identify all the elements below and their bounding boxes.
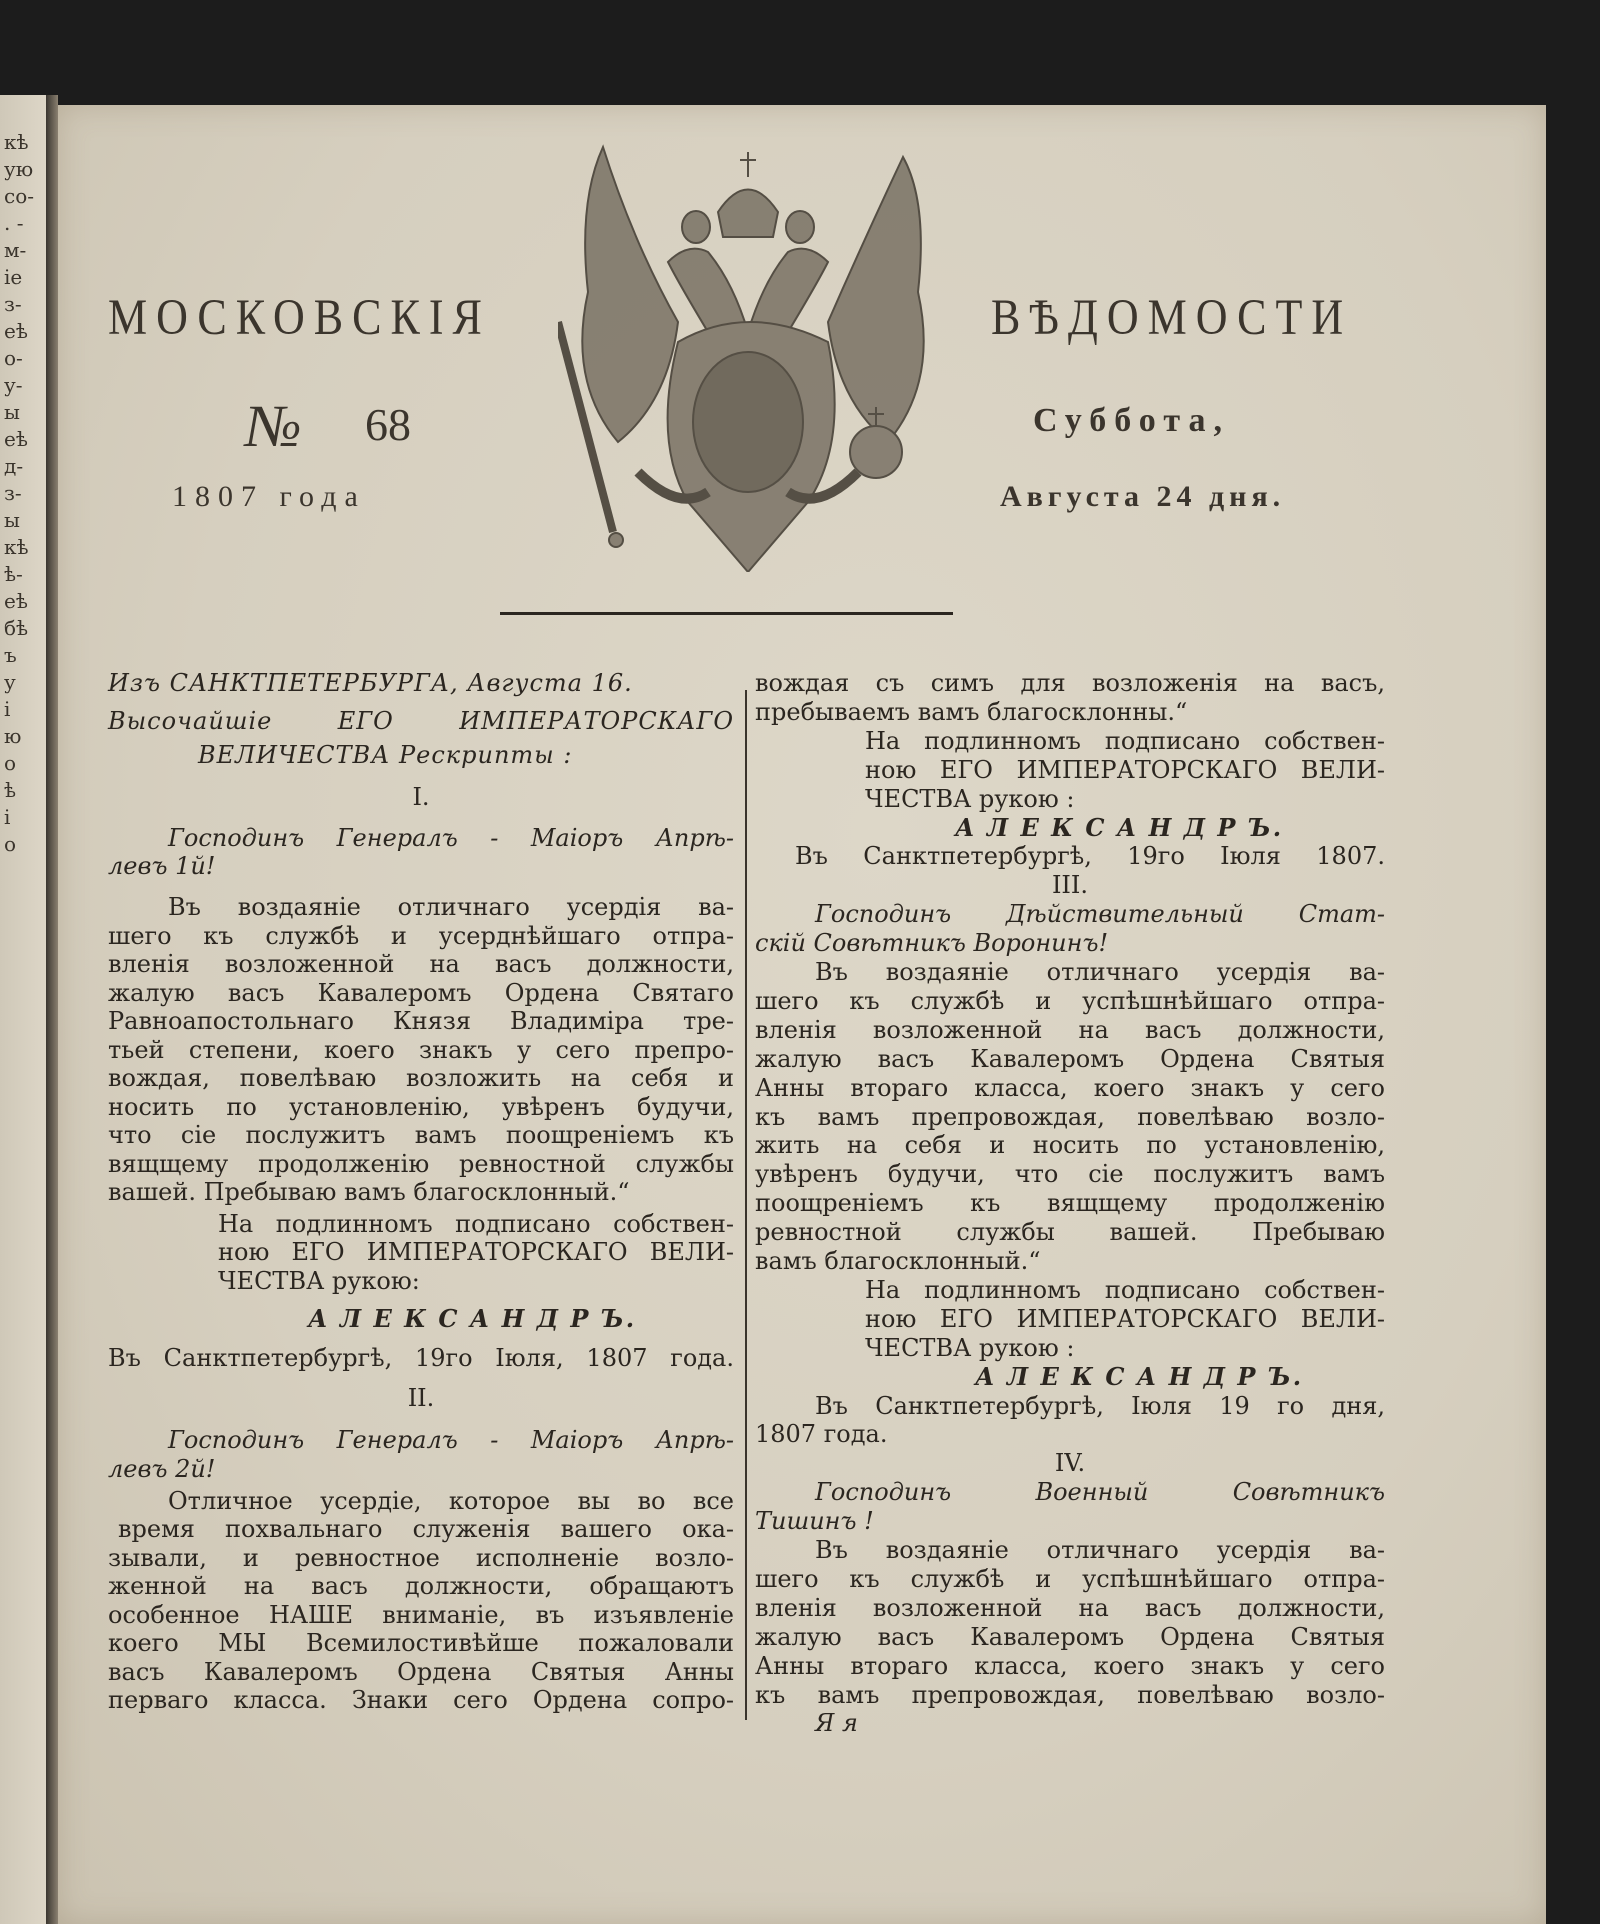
text-line: къ вамъ препровождая, повелѣваю возло- — [755, 1680, 1385, 1709]
text-line: А Л Е К С А Н Д Р Ъ. — [308, 1304, 637, 1333]
previous-page-fragment: ю — [4, 724, 22, 748]
issue-weekday: Суббота, — [1033, 402, 1230, 439]
text-line: вождая, повелѣваю возложить на себя и — [108, 1064, 734, 1092]
previous-page-fragment: кѣ — [4, 130, 29, 154]
text-line: Въ воздаяніе отличнаго усердія ва- — [815, 1536, 1385, 1564]
text-line: ною ЕГО ИМПЕРАТОРСКАГО ВЕЛИ- — [865, 1304, 1385, 1333]
text-line: перваго класса. Знаки сего Ордена сопро- — [108, 1686, 734, 1714]
masthead-title-right: ВѢДОМОСТИ — [991, 289, 1353, 346]
text-line: коего МЫ Всемилостивѣйше пожаловали — [108, 1629, 734, 1657]
text-line: II. — [407, 1384, 435, 1412]
text-line: Отличное усердіе, которое вы во все — [168, 1487, 734, 1515]
text-line: ЧЕСТВА рукою: — [218, 1267, 420, 1295]
text-line: Въ воздаяніе отличнаго усердія ва- — [168, 893, 734, 921]
text-line: Тишинъ ! — [755, 1507, 874, 1536]
text-line: пребываемъ вамъ благосклонны.“ — [755, 697, 1188, 726]
text-line: васъ Кавалеромъ Ордена Святыя Анны — [108, 1658, 734, 1686]
text-line: ною ЕГО ИМПЕРАТОРСКАГО ВЕЛИ- — [865, 755, 1385, 784]
previous-page-fragment: ѣ — [4, 778, 17, 802]
previous-page-fragment: з- — [4, 481, 22, 505]
text-line: Въ Санктпетербургѣ, 19го Іюля, 1807 года. — [108, 1344, 734, 1372]
text-line: жалую васъ Кавалеромъ Ордена Святыя — [755, 1622, 1385, 1651]
text-line: вящщему продолженію ревностной службы — [108, 1150, 734, 1178]
previous-page-fragment: кѣ — [4, 535, 29, 559]
text-line: тьей степени, коего знакъ у сего препро- — [108, 1036, 734, 1064]
text-line: Господинъ Генералъ - Маіоръ Апрѣ- — [168, 1426, 734, 1454]
previous-page-fragment: і — [4, 805, 11, 829]
book-gutter — [46, 95, 58, 1924]
text-line: На подлинномъ подписано собствен- — [865, 1275, 1385, 1304]
text-line: 1807 года. — [755, 1420, 888, 1449]
column-divider — [745, 690, 747, 1720]
text-line: жалую васъ Кавалеромъ Ордена Святыя — [755, 1044, 1385, 1073]
previous-page-fragment: у — [4, 670, 16, 694]
previous-page-fragment: о — [4, 751, 17, 775]
text-line: ЧЕСТВА рукою : — [865, 784, 1075, 813]
issue-year: 1807 года — [172, 480, 366, 513]
text-line: Господинъ Дѣйствительный Стат- — [815, 900, 1385, 929]
previous-page-fragment: еѣ — [4, 427, 28, 451]
text-line: что сіе послужитъ вамъ поощреніемъ къ — [108, 1121, 734, 1149]
previous-page-fragment: о — [4, 832, 17, 856]
text-line: На подлинномъ подписано собствен- — [218, 1210, 734, 1238]
text-line: III. — [1051, 871, 1089, 900]
text-line: вождая съ симъ для возложенія на васъ, — [755, 669, 1385, 697]
text-line: вленія возложенной на васъ должности, — [755, 1593, 1385, 1622]
previous-page-fragment: ую — [4, 157, 34, 181]
text-line: шего къ службѣ и успѣшнѣйшаго отпра- — [755, 1564, 1385, 1593]
text-line: I. — [412, 783, 430, 811]
masthead-title-left: МОСКОВСКІЯ — [108, 289, 491, 346]
double-headed-eagle-emblem-icon — [558, 142, 948, 572]
previous-page-fragment: іе — [4, 265, 23, 289]
previous-page-fragment: у- — [4, 373, 23, 397]
text-line: Я я — [815, 1709, 858, 1738]
text-line: ВЕЛИЧЕСТВА Рескрипты : — [198, 741, 573, 769]
text-line: ЧЕСТВА рукою : — [865, 1333, 1075, 1362]
previous-page-fragment: бѣ — [4, 616, 29, 640]
text-line: Въ Санктпетербургѣ, 19го Іюля 1807. — [795, 842, 1385, 871]
text-line: А Л Е К С А Н Д Р Ъ. — [955, 812, 1284, 842]
previous-page-fragment: со- — [4, 184, 34, 208]
text-line: скій Совѣтникъ Воронинъ! — [755, 929, 1109, 958]
text-line: время похвальнаго служенія вашего ока- — [118, 1515, 734, 1543]
previous-page-fragment: еѣ — [4, 589, 28, 613]
text-line: Въ воздаяніе отличнаго усердія ва- — [815, 958, 1385, 986]
text-line: носить по установленію, увѣренъ будучи, — [108, 1093, 734, 1121]
previous-page-fragment: д- — [4, 454, 24, 478]
text-line: вашей. Пребываю вамъ благосклонный.“ — [108, 1178, 630, 1206]
previous-page-fragment: ы — [4, 400, 20, 424]
text-line: увѣренъ будучи, что сіе послужитъ вамъ — [755, 1160, 1385, 1189]
text-line: поощреніемъ къ вящщему продолженію — [755, 1189, 1385, 1218]
text-line: вамъ благосклонный.“ — [755, 1247, 1041, 1275]
text-line: женной на васъ должности, обращаютъ — [108, 1572, 734, 1600]
text-line: Въ Санктпетербургѣ, Іюля 19 го дня, — [815, 1391, 1385, 1420]
text-line: вленія возложенной на васъ должности, — [755, 1015, 1385, 1044]
text-line: ревностной службы вашей. Пребываю — [755, 1218, 1385, 1247]
previous-page-fragment: . - — [4, 211, 24, 235]
previous-page-fragment: ы — [4, 508, 20, 532]
text-line: Изъ САНКТПЕТЕРБУРГА, Августа 16. — [108, 669, 633, 697]
text-line: къ вамъ препровождая, повелѣваю возло- — [755, 1102, 1385, 1131]
issue-date: Августа 24 дня. — [1000, 480, 1286, 513]
previous-page-fragment: і — [4, 697, 11, 721]
text-line: ною ЕГО ИМПЕРАТОРСКАГО ВЕЛИ- — [218, 1238, 734, 1266]
text-line: шего къ службѣ и успѣшнѣйшаго отпра- — [755, 986, 1385, 1015]
text-line: шего къ службѣ и усерднѣйшаго отпра- — [108, 922, 734, 950]
text-line: На подлинномъ подписано собствен- — [865, 726, 1385, 755]
issue-number: 68 — [365, 399, 411, 450]
text-line: Господинъ Генералъ - Маіоръ Апрѣ- — [168, 824, 734, 852]
text-line: вленія возложенной на васъ должности, — [108, 950, 734, 978]
text-line: А Л Е К С А Н Д Р Ъ. — [975, 1361, 1304, 1391]
previous-page-fragment: ѣ- — [4, 562, 23, 586]
text-line: особенное НАШЕ вниманіе, въ изъявленіе — [108, 1601, 734, 1629]
previous-page-fragment: з- — [4, 292, 22, 316]
issue-number-sign: № — [245, 393, 302, 459]
text-line: жалую васъ Кавалеромъ Ордена Святаго — [108, 979, 734, 1007]
previous-page-fragment: ъ — [4, 643, 17, 667]
previous-page-fragment: м- — [4, 238, 27, 262]
text-line: зывали, и ревностное исполненіе возло- — [108, 1544, 734, 1572]
text-line: Анны втораго класса, коего знакъ у сего — [755, 1651, 1385, 1680]
text-line: Анны втораго класса, коего знакъ у сего — [755, 1073, 1385, 1102]
previous-page-fragment: о- — [4, 346, 23, 370]
text-line: левъ 1й! — [108, 852, 216, 880]
text-line: IV. — [1054, 1449, 1086, 1478]
text-line: Равноапостольнаго Князя Владиміра тре- — [108, 1007, 734, 1035]
text-line: жить на себя и носить по установленію, — [755, 1131, 1385, 1160]
masthead-divider-rule — [500, 612, 953, 615]
text-line: Господинъ Военный Совѣтникъ — [815, 1478, 1385, 1507]
previous-page-fragment: еѣ — [4, 319, 28, 343]
text-line: Высочайшіе ЕГО ИМПЕРАТОРСКАГО — [108, 707, 734, 735]
text-line: левъ 2й! — [108, 1455, 216, 1483]
